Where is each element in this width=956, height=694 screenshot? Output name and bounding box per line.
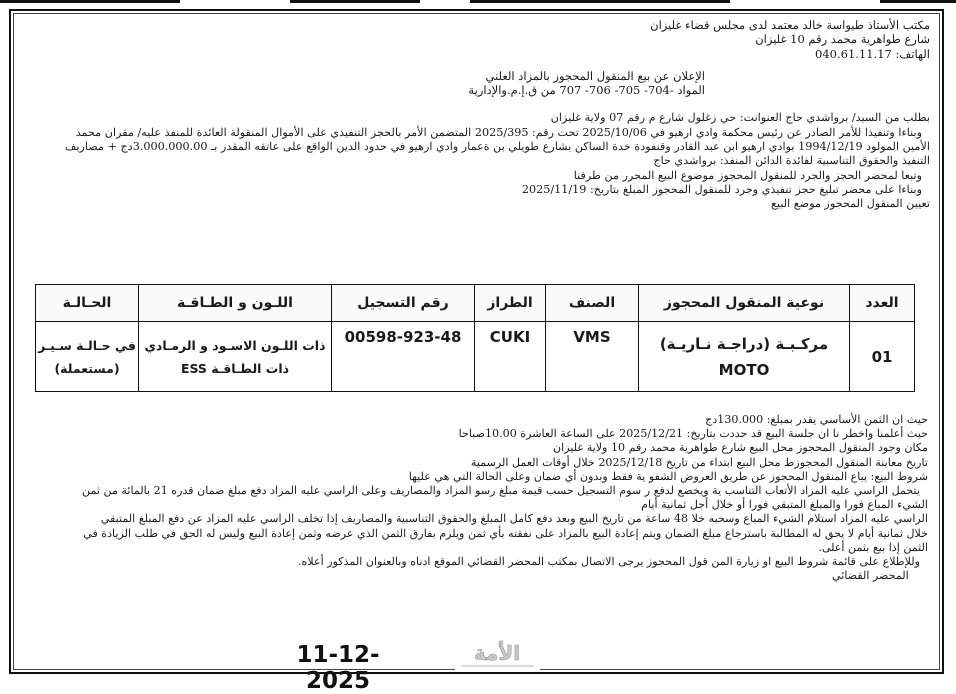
- publication-date: 11-12-2025: [296, 642, 380, 694]
- notice-articles: المواد -704- 705- 706- 707 من ق.إ.م.والإدارية: [468, 83, 705, 98]
- detail-line: تاريخ معاينة المنقول المحجوزط محل البيع ابتداء من تاريخ 2025/12/18 خلال أوقات العمل الرسمية: [470, 455, 928, 469]
- cell-type-line2: MOTO: [718, 360, 770, 379]
- svg-text:الأمة: الأمة: [473, 641, 521, 665]
- notice-title: الإعلان عن بيع المنقول المحجوز بالمزاد العلني: [485, 68, 705, 83]
- seized-items-table: [35, 284, 915, 392]
- detail-line: الثمن إذا بيع بثمن أعلى.: [818, 540, 928, 554]
- detail-line: حيث أعلمنا واخطر نا ان جلسة البيع قد حددت بتاريخ: 2025/12/21 على الساعة العاشرة 10.00صباحا: [458, 427, 928, 441]
- notice-body: [22, 111, 930, 211]
- office-name: مكتب الأستاذ طيواسة خالد معتمد لدى مجلس قضاء غليزان: [650, 18, 930, 32]
- cell-model: CUKI: [475, 322, 546, 392]
- notice-title-block: [22, 69, 705, 98]
- detail-line: مكان وجود المنقول المحجوز محل البيع شارع طواهرية محمد رقم 10 ولاية غليزان: [553, 441, 928, 455]
- col-count: العدد: [850, 285, 915, 322]
- col-model: الطراز: [475, 285, 546, 322]
- cell-type-line1: مركـبـة (دراجـة نـاريـة): [659, 334, 829, 353]
- cell-state-line1: في حـالـة سـيـر: [38, 337, 136, 353]
- detail-line: خلال ثمانية أيام لا يحق له المطالبة باسترجاع مبلغ الضمان ويتم إعادة البيع بالمزاد على نفقته بأي ثمن ويلزم بفارق الثمن الذي عرضه وثمن إعادة البيع وليس له الحق في طلب الزيادة في: [83, 526, 928, 540]
- detail-line: الراسي عليه المزاد استلام الشيء المباع وسحبه خلا 48 ساعة من تاريخ البيع وبعد دفع كامل المبلغ والحقوق التناسبية والمصاريف إذا تخلف الراسي عليه المزاد عن دفع المبلغ المتبقي: [100, 512, 928, 526]
- notice-document: [22, 18, 930, 212]
- detail-line: الشيء المباع فورا والمبلغ المتبقي فورا أو خلال أجل ثمانية أيام: [641, 498, 928, 512]
- cell-state: [36, 322, 139, 392]
- phone-number: 040.61.11.17: [815, 46, 892, 61]
- top-edge: [0, 0, 956, 8]
- office-header: [22, 18, 930, 61]
- body-line: تعيين المنقول المحجوز موضع البيع: [771, 197, 930, 211]
- cell-color-line1: ذات اللـون الاسـود و الرمـادي: [144, 337, 326, 353]
- cell-class: VMS: [546, 322, 639, 392]
- body-line: الأمين المولود 1994/12/19 بوادي ارهيو ابن عبد القادر وقنفودة خدة الساكن بشارع طويلي بن ةعمار وادي ارهيو في حدود الدين الواقع على عاتقه المقدر بـ 3.000.000.00دج + مصاريف: [64, 140, 930, 154]
- cell-color-power: [139, 322, 332, 392]
- col-state: الحـالـة: [36, 285, 139, 322]
- col-registration: رقم التسجيل: [332, 285, 475, 322]
- newspaper-logo-icon: [455, 640, 540, 670]
- cell-type: [639, 322, 850, 392]
- cell-state-line2: (مستعملة): [54, 360, 120, 376]
- col-color-power: اللـون و الطـاقـة: [139, 285, 332, 322]
- signature: المحضر القضائي: [832, 569, 909, 583]
- newspaper-logo: [455, 640, 540, 670]
- col-type: نوعية المنقول المحجوز: [639, 285, 850, 322]
- detail-line: وللإطلاع على قائمة شروط البيع او زيارة المن قول المحجوز يرجى الاتصال بمكتب المحضر القضائي الموقع ادناه وبالعنوان المذكور أعلاه.: [298, 555, 920, 569]
- table-header-row: [36, 285, 915, 322]
- sale-details: [22, 413, 928, 583]
- detail-line: حيث ان الثمن الأساسي يقدر بمبلغ: 130.000دج: [705, 413, 928, 426]
- cell-color-line2: ذات الطـاقـة ESS: [180, 360, 290, 376]
- office-address: شارع طواهرية محمد رقم 10 غليزان: [755, 32, 930, 47]
- body-line: وبناءا على محضر تبليغ حجز تنفيذي وجرد للمنقول المحجوز المبلغ بتاريخ: 2025/11/19: [521, 182, 922, 196]
- cell-count: 01: [850, 322, 915, 392]
- table-row: [36, 322, 915, 392]
- phone-label: الهاتف:: [895, 46, 930, 61]
- body-line: وتبعا لمحضر الحجز والجرد للمنقول المحجوز موضوع البيع المحرر من طرفنا: [573, 168, 922, 182]
- office-phone: [22, 47, 930, 61]
- body-line: التنفيذ والحقوق التناسبية لفائدة الدائن المنفذ: برواشدي حاج: [653, 154, 930, 168]
- detail-line: شروط البيع: يباع المنقول المحجوز عن طريق العروض الشفو ية فقط وبدون أي ضمان وعلى الحالة التي هي عليها: [408, 469, 928, 483]
- body-line: بطلب من السيد/ برواشدي حاج العنوانت: حي زغلول شارع م رقم 07 ولاية غليزان: [550, 111, 930, 125]
- body-line: وبناءا وتنفيذا للأمر الصادر عن رئيس محكمة وادي ارهيو في 2025/10/06 تحت رقم: 2025/395 المتضمن الأمر بالحجز التنفيذي على الأموال المنقولة العائدة للمنفذ عليه/ مقران محمد: [75, 125, 922, 139]
- cell-registration: 00598-923-48: [332, 322, 475, 392]
- col-class: الصنف: [546, 285, 639, 322]
- detail-line: يتحمل الراسي عليه المزاد الأتعاب التناسب ية ويخضع لدفع ر سوم التسجيل حسب قيمة مبلغ رسو المزاد والمصاريف وعلى الراسي عليه المزاد دفع مبلغ ضمان قدره 21 بالمائة من ثمن: [82, 484, 920, 498]
